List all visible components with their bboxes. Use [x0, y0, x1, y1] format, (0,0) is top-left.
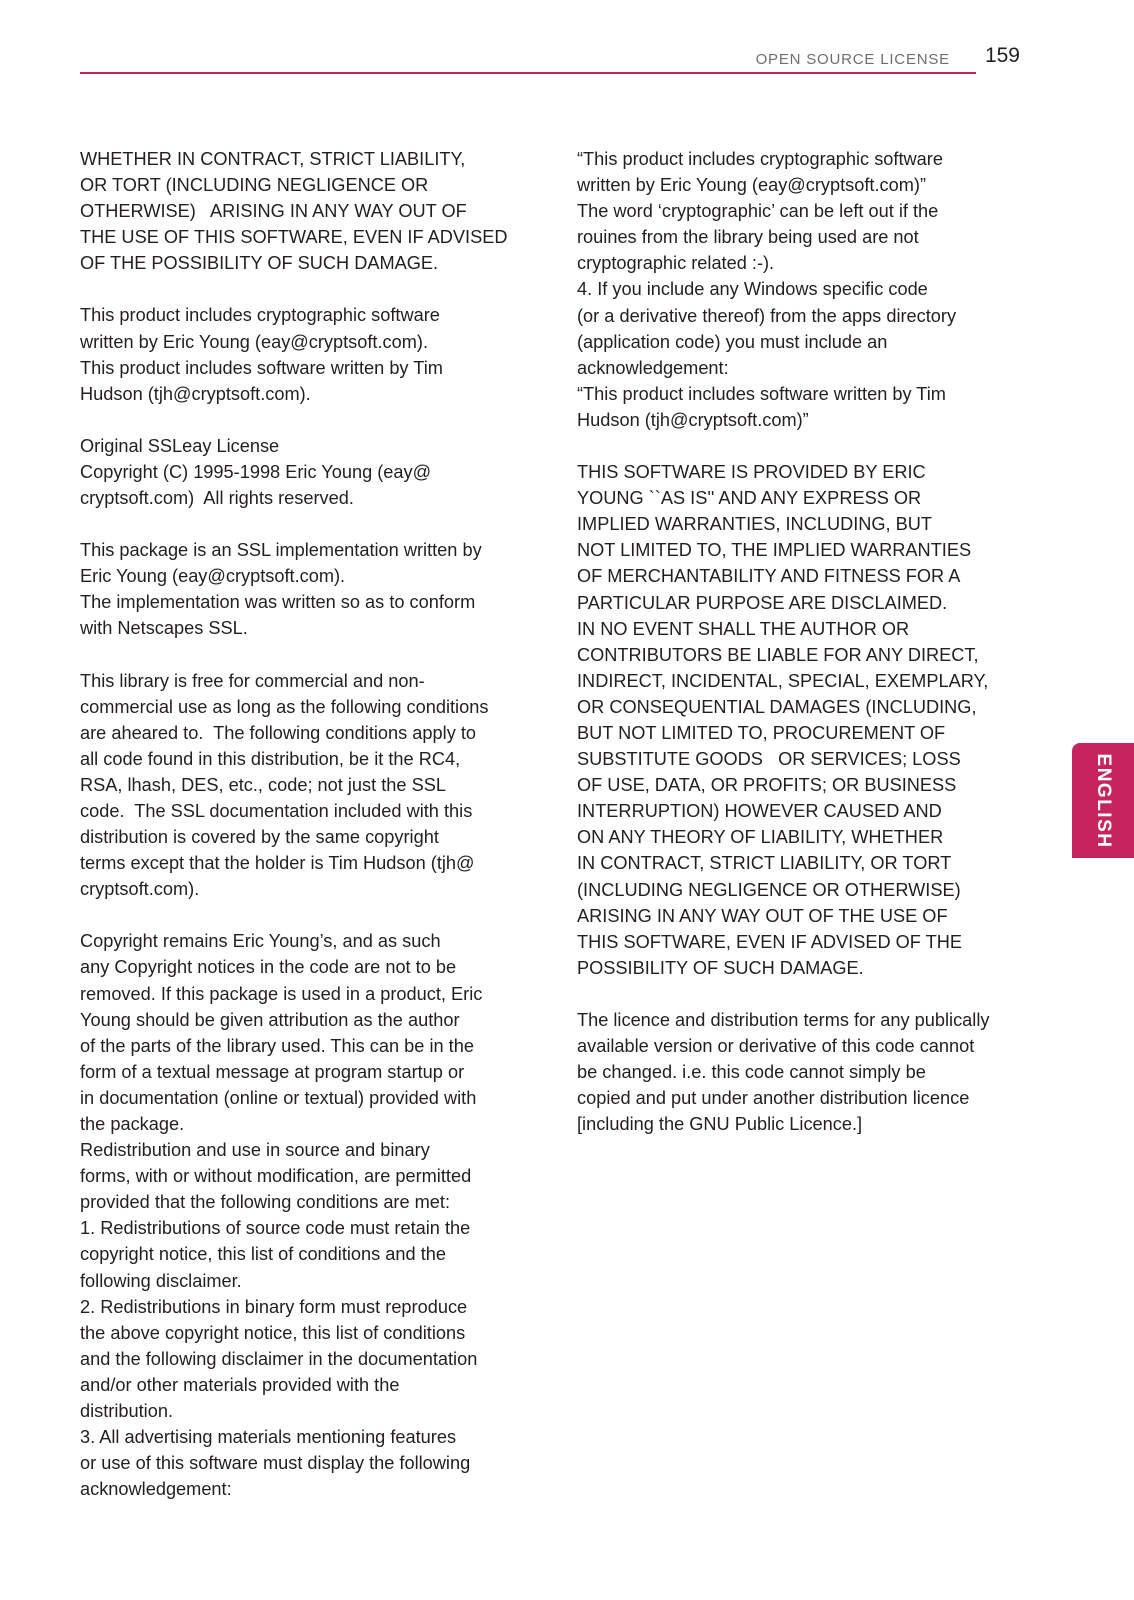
text-line: written by Eric Young (eay@cryptsoft.com). [80, 331, 428, 352]
page-number: 159 [984, 44, 1020, 67]
text-line: IMPLIED WARRANTIES, INCLUDING, BUT [577, 514, 933, 535]
text-line: forms, with or without modification, are permitted [80, 1166, 472, 1187]
text-line: cryptsoft.com). [80, 879, 200, 900]
text-line: the above copyright notice, this list of conditions [80, 1322, 466, 1343]
text-line: YOUNG ``AS IS'' AND ANY EXPRESS OR [577, 488, 922, 509]
text-line: OF THE POSSIBILITY OF SUCH DAMAGE. [80, 253, 439, 274]
right-column [577, 146, 1027, 1163]
text-line: IN NO EVENT SHALL THE AUTHOR OR [577, 618, 910, 639]
text-line: OR CONSEQUENTIAL DAMAGES (INCLUDING, [577, 696, 977, 717]
text-line: Copyright (C) 1995-1998 Eric Young (eay@ [80, 461, 432, 482]
text-line: Eric Young (eay@cryptsoft.com). [80, 566, 346, 587]
text-line: This product includes software written by Tim [80, 357, 443, 378]
text-line: Original SSLeay License [80, 435, 280, 456]
text-line: or use of this software must display the following [80, 1453, 471, 1474]
text-line: cryptsoft.com) All rights reserved. [80, 488, 354, 509]
text-line: are aheared to. The following conditions apply to [80, 722, 477, 743]
text-line: The licence and distribution terms for any publically [577, 1009, 990, 1030]
text-line: distribution is covered by the same copyright [80, 827, 439, 848]
text-line: acknowledgement: [80, 1479, 232, 1500]
text-line: IN CONTRACT, STRICT LIABILITY, OR TORT [577, 853, 952, 874]
paragraph [577, 459, 1027, 981]
text-line: (application code) you must include an [577, 331, 888, 352]
text-line: “This product includes software written by Tim [577, 383, 946, 404]
paragraph [80, 668, 530, 903]
section-title: OPEN SOURCE LICENSE [755, 51, 950, 68]
text-line: written by Eric Young (eay@cryptsoft.com)” [577, 175, 926, 196]
text-line: This package is an SSL implementation written by [80, 540, 482, 561]
text-line: acknowledgement: [577, 357, 729, 378]
text-line: copied and put under another distribution licence [577, 1088, 970, 1109]
text-line: provided that the following conditions are met: [80, 1192, 451, 1213]
text-line: (INCLUDING NEGLIGENCE OR OTHERWISE) [577, 879, 961, 900]
text-line: [including the GNU Public Licence.] [577, 1114, 863, 1135]
left-column [80, 146, 530, 1528]
text-line: Redistribution and use in source and binary [80, 1140, 430, 1161]
text-line: SUBSTITUTE GOODS OR SERVICES; LOSS [577, 749, 961, 770]
language-tab [1072, 743, 1134, 858]
text-line: OF MERCHANTABILITY AND FITNESS FOR A [577, 566, 961, 587]
text-line: all code found in this distribution, be it the RC4, [80, 748, 461, 769]
text-line: Young should be given attribution as the author [80, 1009, 460, 1030]
text-line: BUT NOT LIMITED TO, PROCUREMENT OF [577, 722, 946, 743]
text-line: rouines from the library being used are not [577, 227, 919, 248]
text-line: POSSIBILITY OF SUCH DAMAGE. [577, 957, 864, 978]
text-line: This library is free for commercial and non- [80, 670, 425, 691]
text-line: distribution. [80, 1401, 174, 1422]
page-header [80, 44, 1020, 74]
text-line: removed. If this package is used in a product, Eric [80, 983, 483, 1004]
text-line: CONTRIBUTORS BE LIABLE FOR ANY DIRECT, [577, 644, 979, 665]
paragraph [80, 302, 530, 406]
text-line: available version or derivative of this code cannot [577, 1036, 975, 1056]
text-line: WHETHER IN CONTRACT, STRICT LIABILITY, [80, 149, 466, 169]
text-line: following disclaimer. [80, 1270, 242, 1291]
text-line: 3. All advertising materials mentioning features [80, 1427, 457, 1448]
text-line: Hudson (tjh@cryptsoft.com). [80, 383, 311, 404]
text-line: Copyright remains Eric Young’s, and as such [80, 931, 441, 952]
text-line: ON ANY THEORY OF LIABILITY, WHETHER [577, 827, 944, 848]
text-line: INTERRUPTION) HOWEVER CAUSED AND [577, 801, 942, 822]
text-line: “This product includes cryptographic software [577, 149, 943, 169]
text-line: THIS SOFTWARE IS PROVIDED BY ERIC [577, 462, 926, 483]
text-line: OR TORT (INCLUDING NEGLIGENCE OR [80, 175, 429, 196]
text-line: 1. Redistributions of source code must retain the [80, 1218, 471, 1239]
text-line: 2. Redistributions in binary form must reproduce [80, 1296, 468, 1317]
text-line: (or a derivative thereof) from the apps directory [577, 305, 957, 326]
header-rule [80, 72, 976, 74]
text-line: and/or other materials provided with the [80, 1374, 400, 1395]
text-line: The implementation was written so as to conform [80, 592, 476, 613]
text-line: commercial use as long as the following conditions [80, 696, 489, 717]
text-line: INDIRECT, INCIDENTAL, SPECIAL, EXEMPLARY, [577, 670, 989, 691]
text-line: PARTICULAR PURPOSE ARE DISCLAIMED. [577, 592, 948, 613]
text-line: OF USE, DATA, OR PROFITS; OR BUSINESS [577, 775, 957, 796]
text-line: THE USE OF THIS SOFTWARE, EVEN IF ADVISED [80, 227, 508, 248]
text-line: ARISING IN ANY WAY OUT OF THE USE OF [577, 905, 948, 926]
paragraph [80, 433, 530, 511]
paragraph [80, 928, 530, 1502]
text-line: copyright notice, this list of conditions and the [80, 1244, 446, 1265]
text-line: of the parts of the library used. This can be in the [80, 1035, 474, 1056]
text-line: 4. If you include any Windows specific code [577, 279, 928, 300]
text-line: code. The SSL documentation included with this [80, 800, 473, 821]
text-line: terms except that the holder is Tim Hudson (tjh@ [80, 853, 475, 874]
text-line: and the following disclaimer in the documentation [80, 1348, 478, 1369]
text-line: form of a textual message at program startup or [80, 1061, 465, 1082]
paragraph [577, 1007, 1027, 1137]
text-line: NOT LIMITED TO, THE IMPLIED WARRANTIES [577, 540, 972, 561]
text-line: in documentation (online or textual) provided with [80, 1087, 477, 1108]
language-tab-label: ENGLISH [1093, 753, 1114, 848]
text-line: THIS SOFTWARE, EVEN IF ADVISED OF THE [577, 931, 963, 952]
text-line: This product includes cryptographic software [80, 305, 440, 326]
text-line: cryptographic related :-). [577, 253, 775, 274]
paragraph [577, 146, 1027, 433]
text-line: The word ‘cryptographic’ can be left out if the [577, 201, 939, 222]
text-line: OTHERWISE) ARISING IN ANY WAY OUT OF [80, 201, 467, 222]
text-line: Hudson (tjh@cryptsoft.com)” [577, 409, 809, 430]
text-line: be changed. i.e. this code cannot simply be [577, 1062, 926, 1083]
paragraph [80, 537, 530, 641]
paragraph [80, 146, 530, 276]
text-line: the package. [80, 1114, 185, 1134]
text-line: with Netscapes SSL. [80, 618, 248, 639]
text-line: RSA, lhash, DES, etc., code; not just the SSL [80, 774, 446, 795]
text-line: any Copyright notices in the code are not to be [80, 957, 457, 978]
